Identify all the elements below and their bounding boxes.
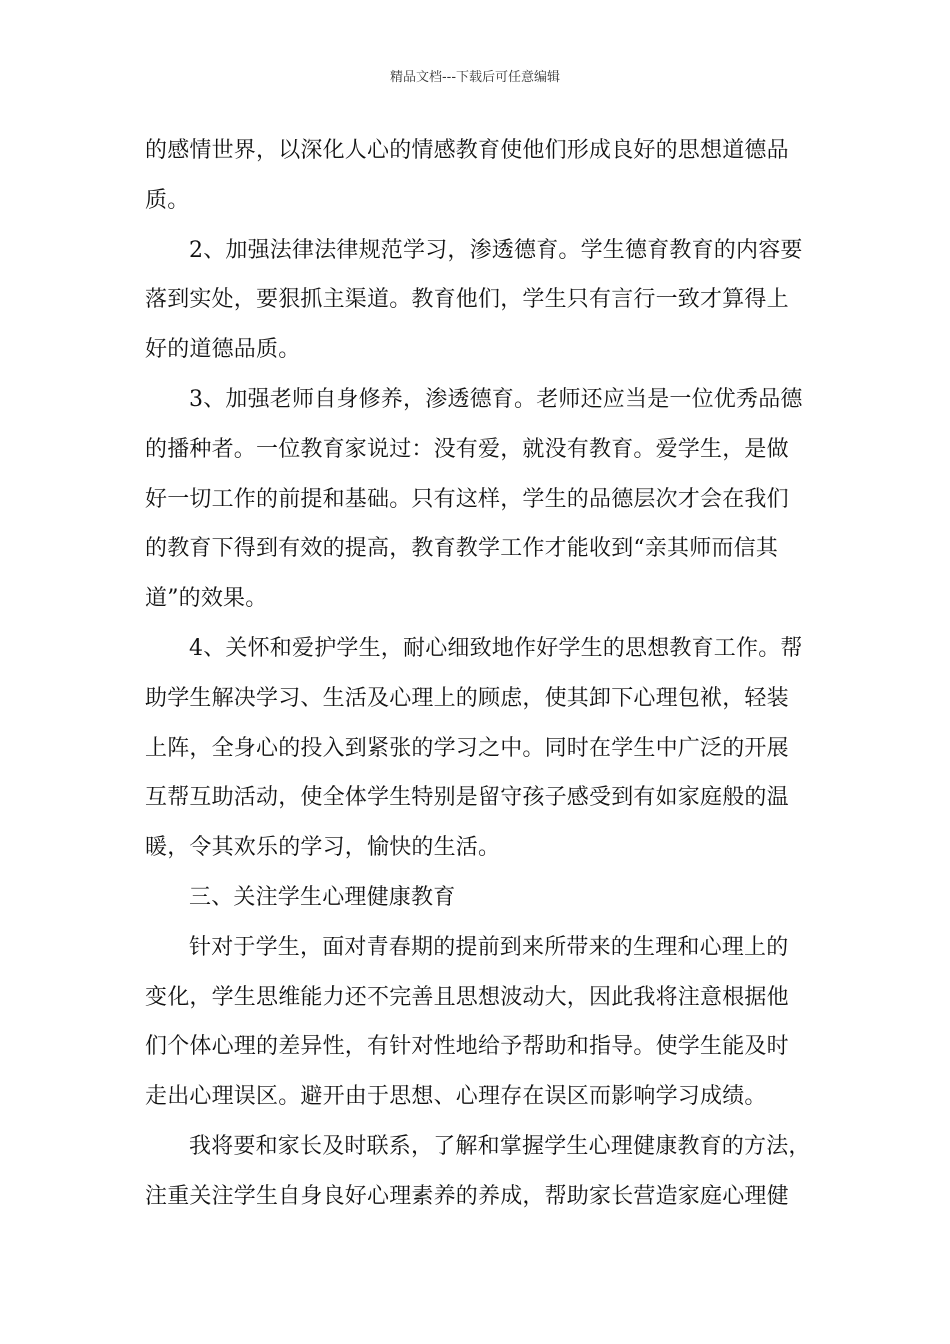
text-line: 好一切工作的前提和基础。只有这样，学生的品德层次才会在我们 — [145, 486, 789, 512]
text-line: 针对于学生，面对青春期的提前到来所带来的生理和心理上的 — [189, 934, 789, 960]
text-line: 好的道德品质。 — [145, 337, 301, 363]
text-line: 助学生解决学习、生活及心理上的顾虑，使其卸下心理包袱，轻装 — [145, 685, 789, 711]
text-line: 的教育下得到有效的提高，教育教学工作才能收到“亲其师而信其 — [145, 536, 779, 562]
text-line: 我将要和家长及时联系，了解和掌握学生心理健康教育的方法， — [189, 1133, 811, 1159]
text-line: 3、加强老师自身修养，渗透德育。老师还应当是一位优秀品德 — [189, 386, 803, 412]
text-line: 4、关怀和爱护学生，耐心细致地作好学生的思想教育工作。帮 — [189, 635, 803, 661]
document-body — [145, 126, 811, 1222]
text-line: 暖，令其欢乐的学习，愉快的生活。 — [145, 835, 501, 861]
text-line: 道”的效果。 — [145, 586, 268, 612]
text-line: 走出心理误区。避开由于思想、心理存在误区而影响学习成绩。 — [145, 1084, 767, 1110]
text-line: 2、加强法律法律规范学习，渗透德育。学生德育教育的内容要 — [189, 237, 803, 263]
text-line: 质。 — [145, 187, 190, 213]
text-line: 注重关注学生自身良好心理素养的养成，帮助家长营造家庭心理健 — [145, 1183, 789, 1209]
section-heading: 三、关注学生心理健康教育 — [189, 884, 456, 910]
text-line: 们个体心理的差异性，有针对性地给予帮助和指导。使学生能及时 — [145, 1034, 789, 1060]
text-line: 变化，学生思维能力还不完善且思想波动大，因此我将注意根据他 — [145, 984, 789, 1010]
text-line: 落到实处，要狠抓主渠道。教育他们，学生只有言行一致才算得上 — [145, 287, 789, 313]
text-line: 互帮互助活动，使全体学生特别是留守孩子感受到有如家庭般的温 — [145, 785, 789, 811]
text-line: 的播种者。一位教育家说过：没有爱，就没有教育。爱学生，是做 — [145, 436, 789, 462]
page-header: 精品文档---下载后可任意编辑 — [389, 70, 561, 85]
text-line: 的感情世界，以深化人心的情感教育使他们形成良好的思想道德品 — [145, 138, 789, 163]
text-line: 上阵，全身心的投入到紧张的学习之中。同时在学生中广泛的开展 — [145, 735, 789, 761]
